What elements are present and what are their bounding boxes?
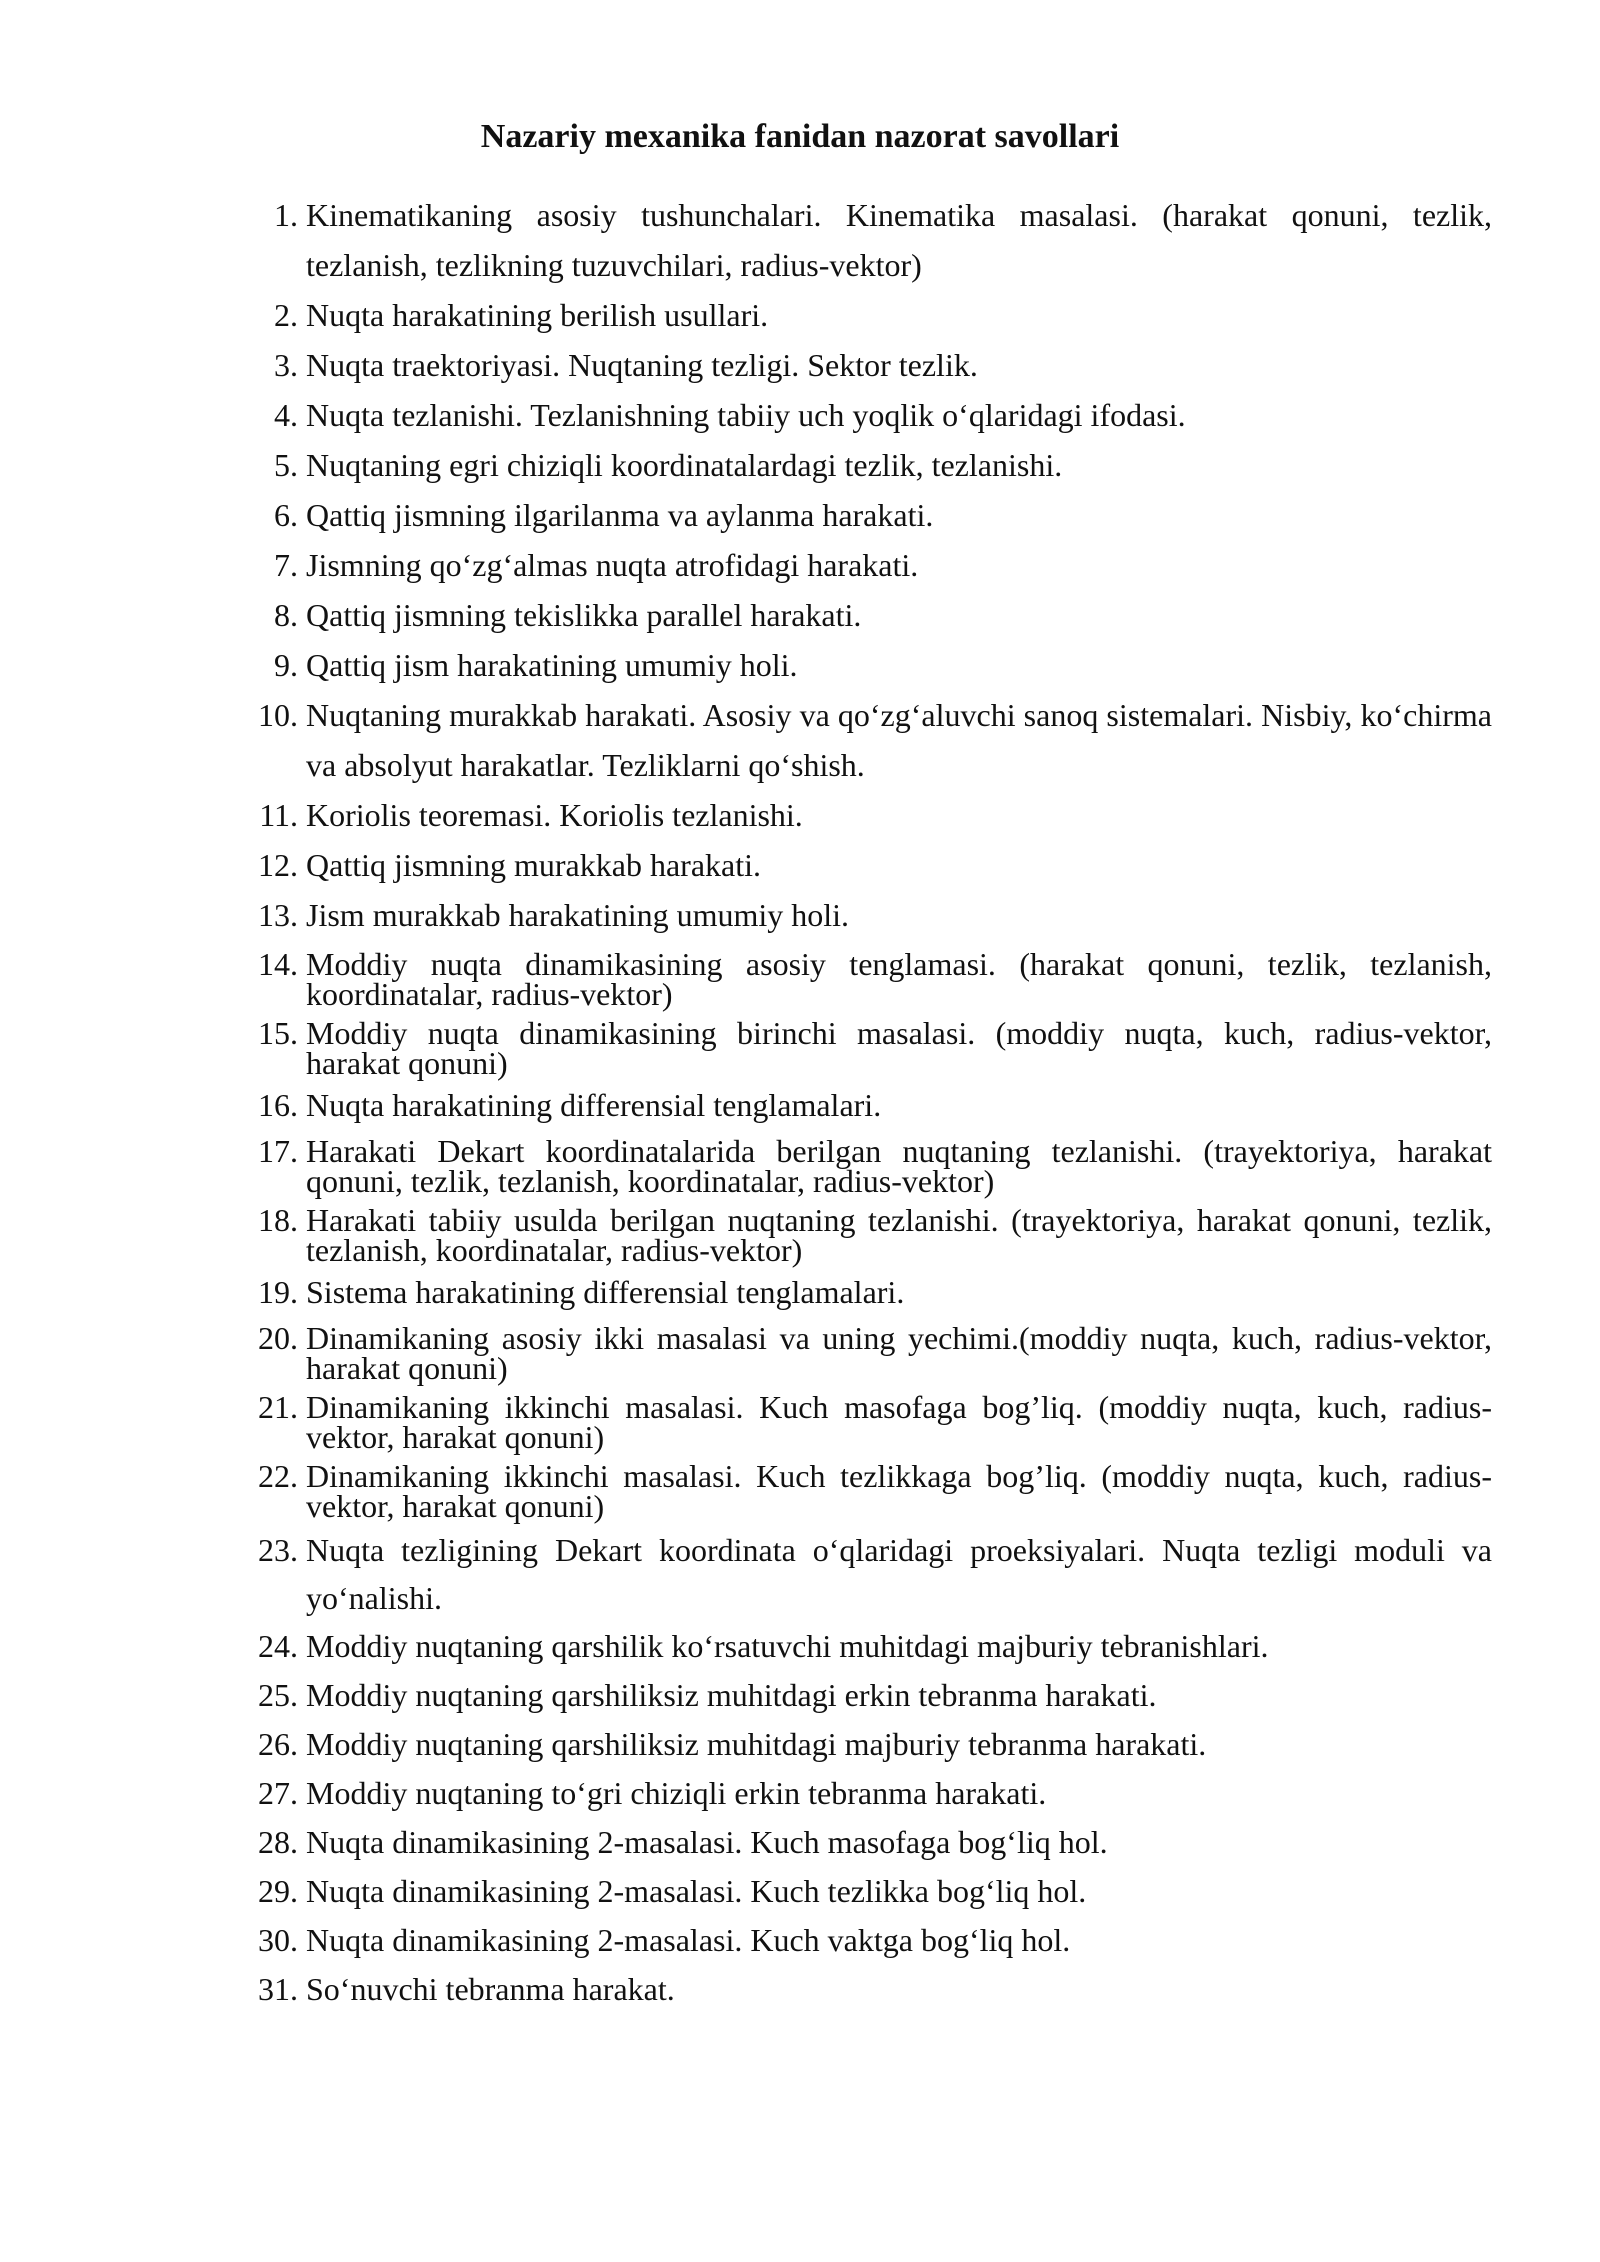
- question-item: [248, 1867, 1492, 1916]
- question-text: So‘nuvchi tebranma harakat.: [306, 1971, 675, 2007]
- question-item: [248, 790, 1492, 840]
- question-item: [248, 1133, 1492, 1199]
- question-item: [248, 1015, 1492, 1081]
- question-item: [248, 890, 1492, 940]
- question-item: [248, 946, 1492, 1012]
- question-item: [248, 1320, 1492, 1386]
- question-text: Moddiy nuqtaning to‘gri chiziqli erkin tebranma harakati.: [306, 1775, 1047, 1811]
- question-number: 21.: [258, 1389, 298, 1425]
- question-number: 30.: [258, 1922, 298, 1958]
- question-number: 3.: [274, 347, 298, 383]
- question-number: 20.: [258, 1320, 298, 1356]
- question-text: Jismning qo‘zg‘almas nuqta atrofidagi harakati.: [306, 547, 919, 583]
- question-number: 28.: [258, 1824, 298, 1860]
- question-number: 2.: [274, 297, 298, 333]
- question-item: [248, 390, 1492, 440]
- question-number: 16.: [258, 1087, 298, 1123]
- question-item: [248, 1769, 1492, 1818]
- question-item: [248, 1083, 1492, 1127]
- question-item: [248, 1270, 1492, 1314]
- question-number: 24.: [258, 1628, 298, 1664]
- question-number: 1.: [274, 197, 298, 233]
- question-text: Qattiq jism harakatining umumiy holi.: [306, 647, 798, 683]
- question-item: [248, 1458, 1492, 1524]
- questions-list: [248, 190, 1492, 2014]
- question-number: 12.: [258, 847, 298, 883]
- question-item: [248, 290, 1492, 340]
- question-text: Moddiy nuqtaning qarshiliksiz muhitdagi erkin tebranma harakati.: [306, 1677, 1157, 1713]
- question-item: [248, 1526, 1492, 1622]
- question-item: [248, 590, 1492, 640]
- question-text: Dinamikaning ikkinchi masalasi. Kuch tezlikkaga bog’liq. (moddiy nuqta, kuch, radius-vektor, harakat qonuni): [306, 1458, 1492, 1524]
- question-number: 31.: [258, 1971, 298, 2007]
- question-number: 27.: [258, 1775, 298, 1811]
- question-text: Harakati tabiiy usulda berilgan nuqtaning tezlanishi. (trayektoriya, harakat qonuni, tezlik, tezlanish, koordinatalar, radius-vektor): [306, 1202, 1492, 1268]
- question-item: [248, 1965, 1492, 2014]
- question-item: [248, 1671, 1492, 1720]
- question-number: 9.: [274, 647, 298, 683]
- question-item: [248, 540, 1492, 590]
- question-item: [248, 340, 1492, 390]
- page-title: Nazariy mexanika fanidan nazorat savollari: [480, 118, 1120, 155]
- question-number: 10.: [258, 697, 298, 733]
- question-text: Nuqta harakatining differensial tenglamalari.: [306, 1087, 882, 1123]
- question-text: Sistema harakatining differensial tenglamalari.: [306, 1274, 905, 1310]
- question-number: 29.: [258, 1873, 298, 1909]
- question-text: Moddiy nuqta dinamikasining asosiy tenglamasi. (harakat qonuni, tezlik, tezlanish, koordinatalar, radius-vektor): [306, 946, 1492, 1012]
- question-item: [248, 1818, 1492, 1867]
- question-text: Harakati Dekart koordinatalarida berilgan nuqtaning tezlanishi. (trayektoriya, harakat qonuni, tezlik, tezlanish, koordinatalar, radius-vektor): [306, 1133, 1492, 1199]
- question-item: [248, 1916, 1492, 1965]
- question-number: 26.: [258, 1726, 298, 1762]
- question-item: [248, 190, 1492, 290]
- question-item: [248, 490, 1492, 540]
- question-text: Nuqta traektoriyasi. Nuqtaning tezligi. Sektor tezlik.: [306, 347, 978, 383]
- question-text: Koriolis teoremasi. Koriolis tezlanishi.: [306, 797, 803, 833]
- question-text: Kinematikaning asosiy tushunchalari. Kinematika masalasi. (harakat qonuni, tezlik, tezlanish, tezlikning tuzuvchilari, radius-vektor): [306, 197, 1492, 283]
- question-text: Nuqtaning egri chiziqli koordinatalardagi tezlik, tezlanishi.: [306, 447, 1063, 483]
- question-number: 14.: [258, 946, 298, 982]
- question-text: Nuqta tezligining Dekart koordinata o‘qlaridagi proeksiyalari. Nuqta tezligi moduli va yo‘nalishi.: [306, 1532, 1492, 1616]
- question-text: Moddiy nuqtaning qarshilik ko‘rsatuvchi muhitdagi majburiy tebranishlari.: [306, 1628, 1269, 1664]
- question-number: 22.: [258, 1458, 298, 1494]
- question-number: 6.: [274, 497, 298, 533]
- question-item: [248, 1720, 1492, 1769]
- question-text: Dinamikaning asosiy ikki masalasi va uning yechimi.(moddiy nuqta, kuch, radius-vektor, harakat qonuni): [306, 1320, 1492, 1386]
- question-text: Nuqta harakatining berilish usullari.: [306, 297, 769, 333]
- question-number: 17.: [258, 1133, 298, 1169]
- question-item: [248, 1202, 1492, 1268]
- question-text: Dinamikaning ikkinchi masalasi. Kuch masofaga bog’liq. (moddiy nuqta, kuch, radius-vektor, harakat qonuni): [306, 1389, 1492, 1455]
- question-item: [248, 840, 1492, 890]
- question-text: Nuqta dinamikasining 2-masalasi. Kuch vaktga bog‘liq hol.: [306, 1922, 1071, 1958]
- question-number: 23.: [258, 1532, 298, 1568]
- question-number: 5.: [274, 447, 298, 483]
- question-number: 18.: [258, 1202, 298, 1238]
- question-text: Qattiq jismning tekislikka parallel harakati.: [306, 597, 862, 633]
- question-number: 15.: [258, 1015, 298, 1051]
- question-number: 4.: [274, 397, 298, 433]
- question-number: 25.: [258, 1677, 298, 1713]
- question-item: [248, 1389, 1492, 1455]
- question-text: Nuqta dinamikasining 2-masalasi. Kuch tezlikka bog‘liq hol.: [306, 1873, 1087, 1909]
- question-text: Jism murakkab harakatining umumiy holi.: [306, 897, 850, 933]
- question-text: Nuqta dinamikasining 2-masalasi. Kuch masofaga bog‘liq hol.: [306, 1824, 1108, 1860]
- question-text: Moddiy nuqta dinamikasining birinchi masalasi. (moddiy nuqta, kuch, radius-vektor, harakat qonuni): [306, 1015, 1492, 1081]
- question-number: 19.: [258, 1274, 298, 1310]
- question-number: 13.: [258, 897, 298, 933]
- question-item: [248, 440, 1492, 490]
- question-number: 8.: [274, 597, 298, 633]
- question-text: Nuqtaning murakkab harakati. Asosiy va qo‘zg‘aluvchi sanoq sistemalari. Nisbiy, ko‘chirma va absolyut harakatlar. Tezliklarni qo‘shish.: [306, 697, 1492, 783]
- question-text: Moddiy nuqtaning qarshiliksiz muhitdagi majburiy tebranma harakati.: [306, 1726, 1207, 1762]
- question-text: Qattiq jismning murakkab harakati.: [306, 847, 761, 883]
- question-item: [248, 1622, 1492, 1671]
- question-number: 7.: [274, 547, 298, 583]
- question-number: 11.: [259, 797, 298, 833]
- question-text: Qattiq jismning ilgarilanma va aylanma harakati.: [306, 497, 934, 533]
- question-item: [248, 640, 1492, 690]
- question-item: [248, 690, 1492, 790]
- question-text: Nuqta tezlanishi. Tezlanishning tabiiy uch yoqlik o‘qlaridagi ifodasi.: [306, 397, 1186, 433]
